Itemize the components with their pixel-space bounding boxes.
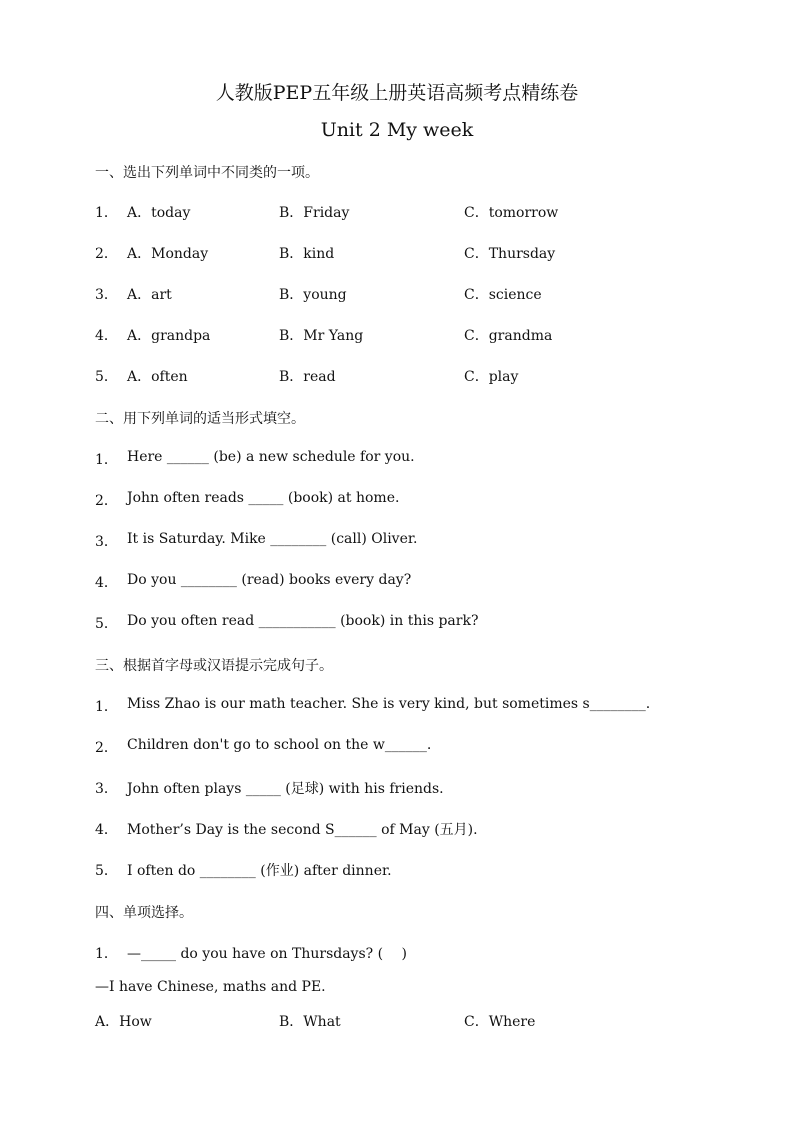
section-4-heading: 四、单项选择。 [95,905,193,921]
option-a: A．How [95,1014,152,1030]
question-text: Mother’s Day is the second S______ of May (五月). [127,822,478,838]
question-text: It is Saturday. Mike ________ (call) Oliver. [127,531,418,547]
option-b: B．Mr Yang [279,328,364,344]
question-number: 1． [95,205,118,221]
option-a: A．grandpa [127,328,211,344]
question-text: Children don't go to school on the w______. [127,737,432,753]
question-number: 2． [95,740,118,756]
section-3-heading: 三、根据首字母或汉语提示完成句子。 [95,658,333,674]
option-a: A．art [127,287,172,303]
question-number: 5． [95,863,118,879]
question-number: 5． [95,369,118,385]
question-text: I often do ________ (作业) after dinner. [127,863,392,879]
section-2-heading: 二、用下列单词的适当形式填空。 [95,411,305,427]
question-number: 1． [95,452,118,468]
question-number: 4． [95,328,118,344]
option-c: C．grandma [464,328,553,344]
question-number: 2． [95,246,118,262]
question-text: Do you often read ___________ (book) in this park? [127,613,479,629]
option-c: C．science [464,287,542,303]
question-text: John often reads _____ (book) at home. [127,490,400,506]
question-number: 3． [95,287,118,303]
question-number: 2． [95,493,118,509]
question-number: 1． [95,946,118,962]
question-text: Do you ________ (read) books every day? [127,572,412,588]
option-b: B．kind [279,246,335,262]
question-text: Here ______ (be) a new schedule for you. [127,449,415,465]
page-subtitle: Unit 2 My week [320,119,474,141]
option-a: A．Monday [127,246,209,262]
option-a: A．often [127,369,188,385]
option-c: C．Thursday [464,246,556,262]
option-c: C．Where [464,1014,536,1030]
option-b: B．read [279,369,336,385]
option-c: C．tomorrow [464,205,559,221]
question-text: —_____ do you have on Thursdays? ( ) [127,946,407,962]
question-text: John often plays _____ (足球) with his friends. [127,781,444,797]
question-number: 5． [95,616,118,632]
question-number: 4． [95,575,118,591]
option-a: A．today [127,205,191,221]
question-number: 1． [95,699,118,715]
question-number: 3． [95,534,118,550]
option-b: B．young [279,287,347,303]
section-1-heading: 一、选出下列单词中不同类的一项。 [95,165,319,181]
option-c: C．play [464,369,519,385]
option-b: B．What [279,1014,341,1030]
question-number: 4． [95,822,118,838]
question-text: Miss Zhao is our math teacher. She is very kind, but sometimes s________. [127,696,651,712]
page-title: 人教版PEP五年级上册英语高频考点精练卷 [215,82,579,104]
dialogue-answer-line: —I have Chinese, maths and PE. [95,979,326,995]
option-b: B．Friday [279,205,350,221]
question-number: 3． [95,781,118,797]
